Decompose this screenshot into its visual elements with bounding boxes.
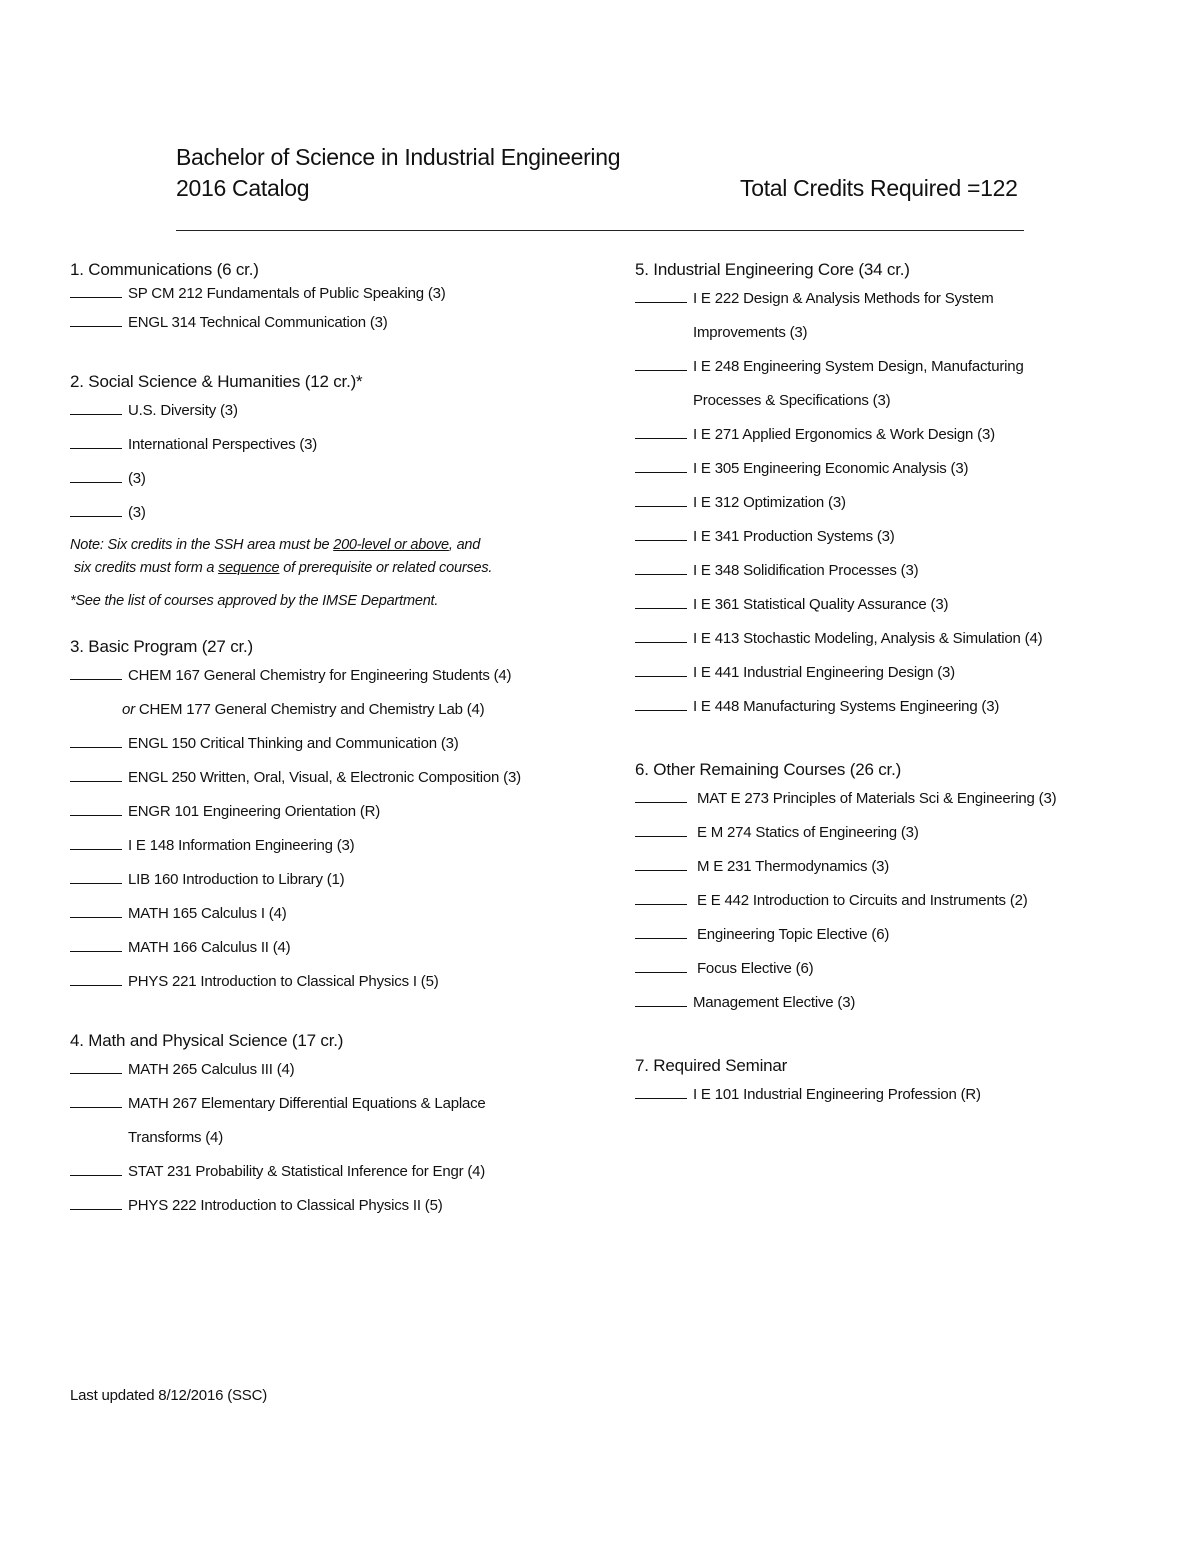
check-blank[interactable] (70, 1161, 122, 1176)
total-credits: Total Credits Required =122 (740, 175, 1018, 201)
check-blank[interactable] (70, 312, 122, 327)
course-item: MATH 265 Calculus III (4) (70, 1053, 610, 1087)
course-item: (3) (70, 496, 610, 530)
check-blank[interactable] (70, 801, 122, 816)
section-heading: 5. Industrial Engineering Core (34 cr.) (635, 260, 910, 279)
course-item: I E 101 Industrial Engineering Profession (R) (635, 1078, 1135, 1112)
course-item: M E 231 Thermodynamics (3) (635, 850, 1135, 884)
ssh-footnote: *See the list of courses approved by the IMSE Department. (70, 593, 439, 609)
check-blank[interactable] (635, 992, 687, 1007)
course-item: E M 274 Statics of Engineering (3) (635, 816, 1135, 850)
course-item: Engineering Topic Elective (6) (635, 918, 1135, 952)
check-blank[interactable] (70, 1059, 122, 1074)
section-heading: 4. Math and Physical Science (17 cr.) (70, 1031, 344, 1050)
course-item-continued: Transforms (4) (128, 1129, 223, 1146)
course-item: E E 442 Introduction to Circuits and Instruments (2) (635, 884, 1135, 918)
check-blank[interactable] (635, 458, 687, 473)
catalog-year: 2016 Catalog (176, 175, 310, 201)
left-column (70, 258, 610, 1223)
course-item: ENGR 101 Engineering Orientation (R) (70, 795, 610, 829)
course-item: (3) (70, 462, 610, 496)
course-item: SP CM 212 Fundamentals of Public Speaking (3) (70, 282, 610, 306)
section-math-physical-science (70, 1029, 610, 1223)
course-item: I E 413 Stochastic Modeling, Analysis & Simulation (4) (635, 622, 1135, 656)
section-basic-program (70, 635, 610, 999)
course-item: I E 305 Engineering Economic Analysis (3) (635, 452, 1135, 486)
section-ssh (70, 370, 610, 613)
check-blank[interactable] (635, 696, 687, 711)
course-item: MATH 267 Elementary Differential Equations & Laplace (70, 1087, 610, 1121)
check-blank[interactable] (70, 502, 122, 517)
check-blank[interactable] (635, 788, 687, 803)
check-blank[interactable] (70, 869, 122, 884)
check-blank[interactable] (635, 890, 687, 905)
check-blank[interactable] (70, 937, 122, 952)
check-blank[interactable] (70, 434, 122, 449)
check-blank[interactable] (635, 1084, 687, 1099)
course-item: I E 248 Engineering System Design, Manufacturing (635, 350, 1135, 384)
check-blank[interactable] (70, 283, 122, 298)
course-item: CHEM 167 General Chemistry for Engineering Students (4) (70, 659, 610, 693)
check-blank[interactable] (635, 424, 687, 439)
course-item: I E 441 Industrial Engineering Design (3) (635, 656, 1135, 690)
course-item: I E 361 Statistical Quality Assurance (3) (635, 588, 1135, 622)
check-blank[interactable] (70, 903, 122, 918)
section-heading: 2. Social Science & Humanities (12 cr.)* (70, 372, 363, 391)
check-blank[interactable] (635, 958, 687, 973)
course-item: MATH 165 Calculus I (4) (70, 897, 610, 931)
check-blank[interactable] (70, 400, 122, 415)
course-item-continued: Improvements (3) (693, 324, 808, 341)
course-item: LIB 160 Introduction to Library (1) (70, 863, 610, 897)
course-item: I E 341 Production Systems (3) (635, 520, 1135, 554)
course-item: International Perspectives (3) (70, 428, 610, 462)
check-blank[interactable] (635, 526, 687, 541)
course-item: ENGL 314 Technical Communication (3) (70, 306, 610, 340)
ssh-note: Note: Six credits in the SSH area must be 200-level or above, and six credits must form a sequence of prerequisite or related courses. (70, 537, 493, 576)
check-blank[interactable] (70, 1093, 122, 1108)
course-item: I E 312 Optimization (3) (635, 486, 1135, 520)
section-communications (70, 258, 610, 340)
check-blank[interactable] (635, 560, 687, 575)
check-blank[interactable] (635, 356, 687, 371)
check-blank[interactable] (70, 1195, 122, 1210)
course-item: I E 148 Information Engineering (3) (70, 829, 610, 863)
check-blank[interactable] (70, 733, 122, 748)
course-item: ENGL 150 Critical Thinking and Communication (3) (70, 727, 610, 761)
check-blank[interactable] (635, 288, 687, 303)
section-heading: 1. Communications (6 cr.) (70, 260, 259, 279)
course-item: MAT E 273 Principles of Materials Sci & Engineering (3) (635, 782, 1135, 816)
check-blank[interactable] (635, 856, 687, 871)
check-blank[interactable] (635, 594, 687, 609)
header-divider (176, 230, 1024, 231)
course-item: PHYS 221 Introduction to Classical Physics I (5) (70, 965, 610, 999)
check-blank[interactable] (70, 835, 122, 850)
course-item-continued: Processes & Specifications (3) (693, 392, 891, 409)
check-blank[interactable] (635, 662, 687, 677)
section-heading: 7. Required Seminar (635, 1056, 788, 1075)
check-blank[interactable] (70, 468, 122, 483)
right-column (635, 258, 1135, 1112)
course-item: MATH 166 Calculus II (4) (70, 931, 610, 965)
check-blank[interactable] (635, 924, 687, 939)
course-item: STAT 231 Probability & Statistical Inference for Engr (4) (70, 1155, 610, 1189)
last-updated: Last updated 8/12/2016 (SSC) (70, 1387, 268, 1404)
section-heading: 6. Other Remaining Courses (26 cr.) (635, 760, 902, 779)
check-blank[interactable] (70, 665, 122, 680)
check-blank[interactable] (635, 492, 687, 507)
course-item: PHYS 222 Introduction to Classical Physics II (5) (70, 1189, 610, 1223)
course-item: U.S. Diversity (3) (70, 394, 610, 428)
section-required-seminar (635, 1054, 1135, 1112)
section-ie-core (635, 258, 1135, 724)
section-other-courses (635, 758, 1135, 1020)
check-blank[interactable] (70, 767, 122, 782)
course-item: I E 222 Design & Analysis Methods for System (635, 282, 1135, 316)
course-alternative: or CHEM 177 General Chemistry and Chemistry Lab (4) (122, 701, 485, 718)
check-blank[interactable] (70, 971, 122, 986)
course-item: I E 271 Applied Ergonomics & Work Design (3) (635, 418, 1135, 452)
course-item: I E 348 Solidification Processes (3) (635, 554, 1135, 588)
check-blank[interactable] (635, 628, 687, 643)
course-item: ENGL 250 Written, Oral, Visual, & Electronic Composition (3) (70, 761, 610, 795)
section-heading: 3. Basic Program (27 cr.) (70, 637, 254, 656)
check-blank[interactable] (635, 822, 687, 837)
course-item: I E 448 Manufacturing Systems Engineering (3) (635, 690, 1135, 724)
course-item: Focus Elective (6) (635, 952, 1135, 986)
page-title: Bachelor of Science in Industrial Engineering (176, 144, 621, 170)
course-item: Management Elective (3) (635, 986, 1135, 1020)
